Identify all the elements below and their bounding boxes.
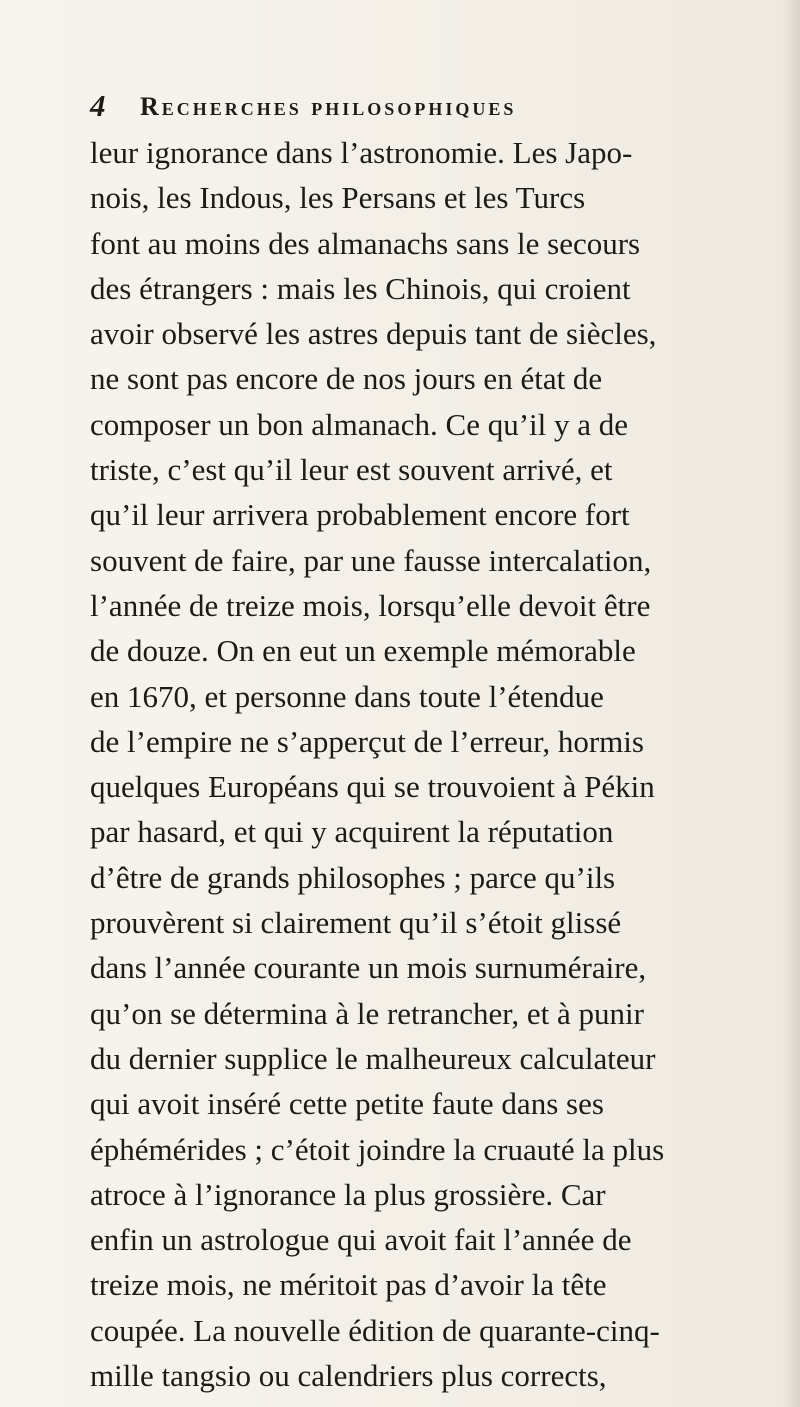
page-header — [90, 86, 730, 126]
text-line: enfin un astrologue qui avoit fait l’année de — [90, 1222, 632, 1258]
text-line: font au moins des almanachs sans le secours — [90, 225, 641, 261]
text-line: triste, c’est qu’il leur est souvent arrivé, et — [90, 452, 613, 488]
page-number: 4 — [90, 88, 106, 123]
running-head: Recherches philosophiques — [140, 92, 517, 121]
text-line: qui avoit inséré cette petite faute dans ses — [90, 1086, 604, 1122]
text-line: du dernier supplice le malheureux calculateur — [90, 1040, 656, 1076]
text-line: quelques Européans qui se trouvoient à Pékin — [90, 769, 655, 805]
text-line: l’année de treize mois, lorsqu’elle devoit être — [90, 587, 651, 623]
text-line: atroce à l’ignorance la plus grossière. Car — [90, 1176, 606, 1212]
text-line: leur ignorance dans l’astronomie. Les Japo- — [90, 135, 633, 170]
text-line: par hasard, et qui y acquirent la réputation — [90, 814, 614, 850]
text-line: qu’il leur arrivera probablement encore fort — [90, 497, 630, 533]
text-line: coupée. La nouvelle édition de quarante-cinq- — [90, 1312, 660, 1348]
text-line: dans l’année courante un mois surnuméraire, — [90, 950, 647, 986]
text-line: treize mois, ne méritoit pas d’avoir la tête — [90, 1267, 607, 1303]
text-line: composer un bon almanach. Ce qu’il y a de — [90, 406, 629, 442]
text-line: souvent de faire, par une fausse intercalation, — [90, 542, 652, 578]
text-line: en 1670, et personne dans toute l’étendue — [90, 678, 604, 714]
text-line: de l’empire ne s’apperçut de l’erreur, hormis — [90, 723, 644, 759]
text-line: éphémérides ; c’étoit joindre la cruauté la plus — [90, 1131, 665, 1167]
text-line: mille tangsio ou calendriers plus corrects, — [90, 1358, 607, 1394]
text-line: prouvèrent si clairement qu’il s’étoit glissé — [90, 905, 622, 941]
text-line: nois, les Indous, les Persans et les Turcs — [90, 180, 586, 216]
text-line: de douze. On en eut un exemple mémorable — [90, 633, 636, 669]
text-line: des étrangers : mais les Chinois, qui croient — [90, 270, 631, 306]
body-text — [90, 130, 800, 1398]
text-line: ne sont pas encore de nos jours en état de — [90, 361, 603, 397]
text-line: qu’on se détermina à le retrancher, et à punir — [90, 995, 644, 1031]
text-line: avoir observé les astres depuis tant de siècles, — [90, 316, 657, 352]
text-line: d’être de grands philosophes ; parce qu’ils — [90, 859, 616, 895]
